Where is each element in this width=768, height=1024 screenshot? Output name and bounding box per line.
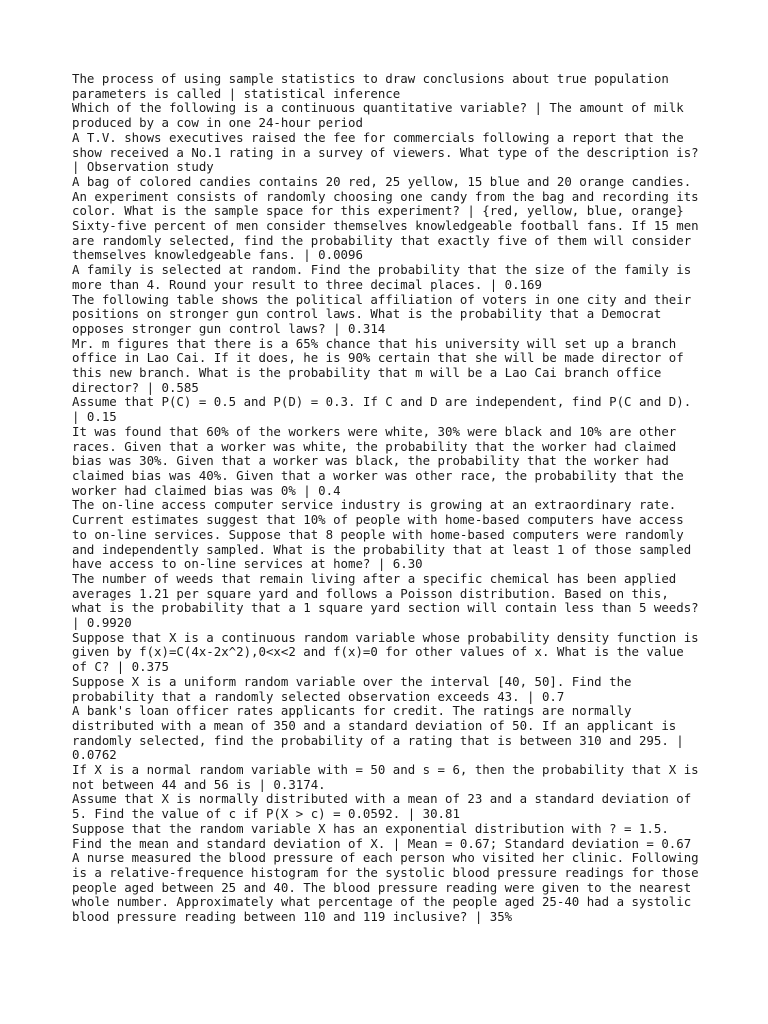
qa-item: The number of weeds that remain living after a specific chemical has been applied averages 1.21 per square yard and follows a Poisson distribution. Based on this, what is the probability that a 1 square yard section will contain less than 5 weeds? | 0.9920 <box>72 570 699 631</box>
qa-item: A bag of colored candies contains 20 red, 25 yellow, 15 blue and 20 orange candies. An experiment consists of randomly choosing one candy from the bag and recording its color. What is the sample space for this experiment? | {red, yellow, blue, orange} <box>72 173 699 219</box>
qa-item: The following table shows the political affiliation of voters in one city and their positions on stronger gun control laws. What is the probability that a Democrat opposes stronger gun control laws? | 0.314 <box>72 291 692 336</box>
qa-item: It was found that 60% of the workers were white, 30% were black and 10% are other races. Given that a worker was white, the probability that the worker had claimed bias was 30%. Given that a worker was black, the probability that the worker had claimed bias was 40%. Given that a worker was other race, the probability that the worker had claimed bias was 0% | 0.4 <box>72 423 684 498</box>
qa-item: Assume that X is normally distributed with a mean of 23 and a standard deviation of 5. Find the value of c if P(X > c) = 0.0592. | 30.81 <box>72 791 692 822</box>
qa-item: The process of using sample statistics to draw conclusions about true population parameters is called | statistical inference <box>72 71 669 101</box>
qa-item: Assume that P(C) = 0.5 and P(D) = 0.3. If C and D are independent, find P(C and D). | 0.15 <box>72 394 692 425</box>
qa-item: A nurse measured the blood pressure of each person who visited her clinic. Following is a relative-frequence histogram for the systolic blood pressure readings for those people aged between 25 and 40. The blood pressure reading were given to the nearest whole number. Approximately what percentage of the people aged 25-40 had a systolic blood pressure reading between 110 and 119 inclusive? | 35% <box>72 850 699 925</box>
qa-item: Mr. m figures that there is a 65% chance that his university will set up a branch office in Lao Cai. If it does, he is 90% certain that she will be made director of this new branch. What is the probability that m will be a Lao Cai branch office director? | 0.585 <box>72 335 684 395</box>
qa-item: A bank's loan officer rates applicants for credit. The ratings are normally distributed with a mean of 350 and a standard deviation of 50. If an applicant is randomly selected, find the probability of a rating that is between 310 and 295. | 0.0762 <box>72 703 684 763</box>
qa-item: Which of the following is a continuous quantitative variable? | The amount of milk produced by a cow in one 24-hour period <box>72 100 684 131</box>
qa-item: The on-line access computer service industry is growing at an extraordinary rate. Current estimates suggest that 10% of people with home-based computers have access to on-line services. Suppose that 8 people with home-based computers were randomly and independently sampled. What is the probability that at least 1 of those sampled have access to on-line services at home? | 6.30 <box>72 497 692 572</box>
qa-item: Sixty-five percent of men consider themselves knowledgeable football fans. If 15 men are randomly selected, find the probability that exactly five of them will consider themselves knowledgeable fans. | 0.0096 <box>72 218 699 263</box>
qa-item: A T.V. shows executives raised the fee for commercials following a report that the show received a No.1 rating in a survey of viewers. What type of the description is? | Observation study <box>72 129 699 175</box>
qa-item: Suppose that the random variable X has an exponential distribution with ? = 1.5. Find the mean and standard deviation of X. | Mean = 0.67; Standard deviation = 0.67 <box>72 820 692 851</box>
qa-item: Suppose that X is a continuous random variable whose probability density function is given by f(x)=C(4x-2x^2),0<x<2 and f(x)=0 for other values of x. What is the value of C? | 0.375 <box>72 629 699 675</box>
document-body <box>72 72 702 925</box>
qa-item: Suppose X is a uniform random variable over the interval [40, 50]. Find the probability that a randomly selected observation exceeds 43. | 0.7 <box>72 673 632 704</box>
qa-item: If X is a normal random variable with = 50 and s = 6, then the probability that X is not between 44 and 56 is | 0.3174. <box>72 762 699 792</box>
qa-item: A family is selected at random. Find the probability that the size of the family is more than 4. Round your result to three decimal places. | 0.169 <box>72 262 692 292</box>
